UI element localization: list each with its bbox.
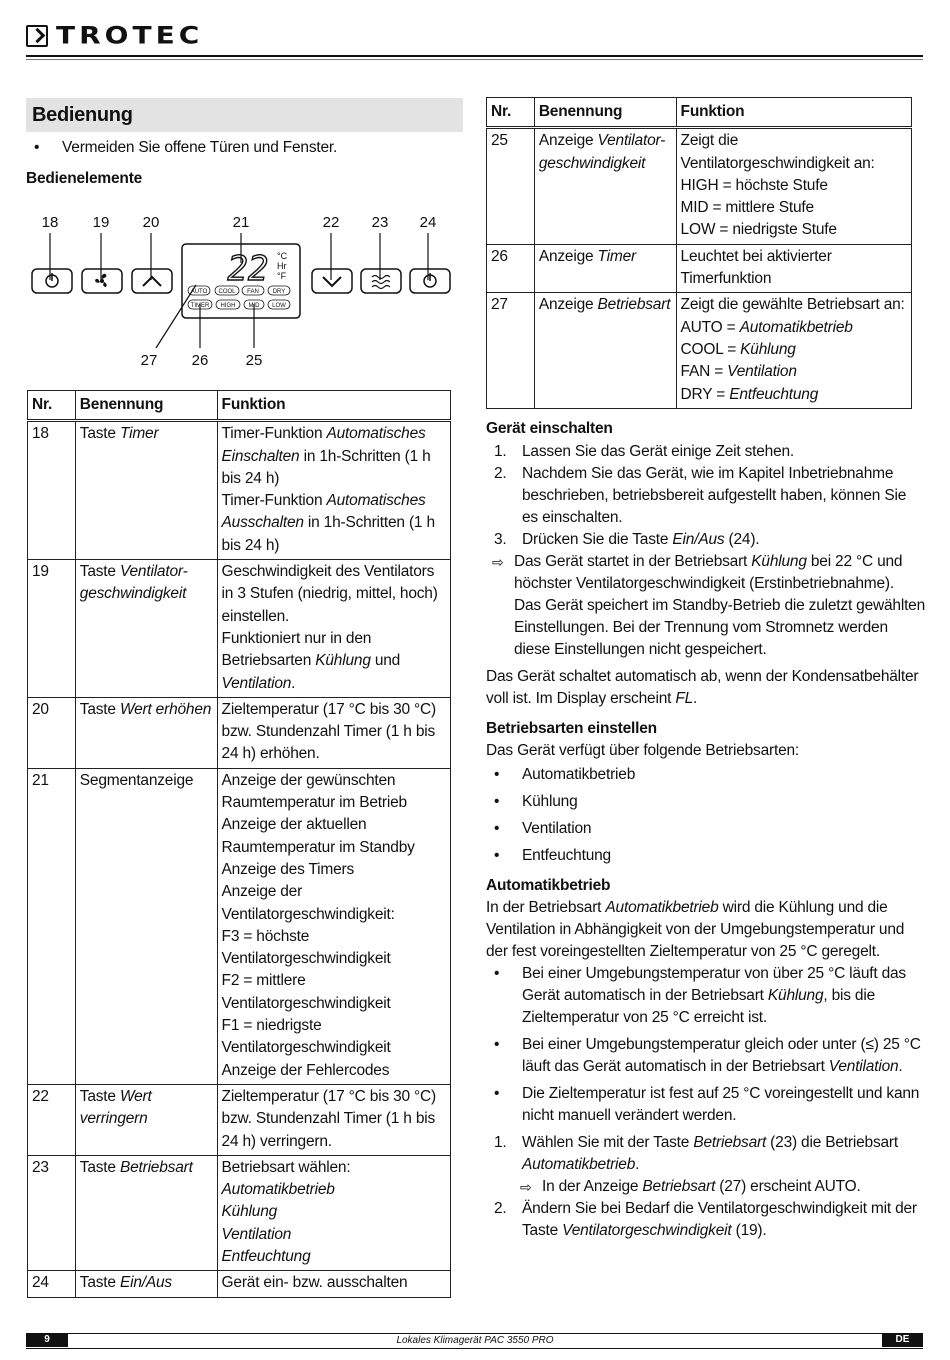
- list-item: 1. Wählen Sie mit der Taste Betriebsart (23) die Betriebsart Automatikbetrieb.: [494, 1134, 898, 1173]
- result-note: ⇨ Das Gerät startet in der Betriebsart Kühlung bei 22 °C und höchster Ventilatorgeschwindigkeit (Erstinbetriebnahme). Das Gerät speichert im Standby-Betrieb die zuletzt gewählten Einstellungen. Bei der Trennung vom Stromnetz werden diese Einstellungen nicht gespeichert.: [492, 553, 926, 658]
- header-nr: Nr.: [487, 98, 535, 128]
- unit-celsius: °C: [277, 251, 288, 261]
- mode-label-cool: COOL: [218, 289, 236, 295]
- controls-table: [27, 390, 451, 1298]
- brand-logo: [26, 22, 203, 50]
- controls-heading: Bedienelemente: [26, 170, 143, 187]
- logo-chevron-icon: [26, 25, 48, 47]
- callout-26: 26: [191, 352, 209, 369]
- table-header-row: [28, 391, 451, 421]
- header-nr: Nr.: [28, 391, 76, 421]
- control-panel-diagram: [26, 205, 456, 375]
- table-row: 25 Anzeige Ventilator-geschwindigkeit Zeigt die Ventilatorgeschwindigkeit an: HIGH = höchste Stufe MID = mittlere Stufe LOW = niedrigste Stufe: [487, 128, 912, 244]
- mode-label-dry: DRY: [272, 289, 286, 295]
- intro-bullet: • Vermeiden Sie offene Türen und Fenster.: [26, 137, 492, 159]
- brand-name: TROTEC: [56, 21, 204, 50]
- callout-27: 27: [140, 352, 158, 369]
- list-item: • Die Zieltemperatur ist fest auf 25 °C voreingestellt und kann nicht manuell verändert werden.: [486, 1083, 926, 1127]
- switch-on-heading: Gerät einschalten: [486, 420, 613, 437]
- auto-intro: In der Betriebsart Automatikbetrieb wird die Kühlung und die Ventilation in Abhängigkeit von der Umgebungstemperatur und der fest voreingestellten Zieltemperatur von 25 °C geregelt.: [486, 899, 905, 960]
- language-badge: DE: [882, 1333, 923, 1347]
- result-note: ⇨ In der Anzeige Betriebsart (27) erscheint AUTO.: [514, 1176, 926, 1198]
- mode-label-auto: AUTO: [190, 289, 208, 295]
- callout-24: 24: [419, 214, 437, 231]
- list-item: • Automatikbetrieb: [486, 764, 926, 786]
- footer-title: Lokales Klimagerät PAC 3550 PRO: [396, 1335, 554, 1346]
- section-title: Bedienung: [26, 98, 463, 132]
- list-item: • Entfeuchtung: [486, 845, 926, 867]
- right-column-text: [486, 418, 926, 1242]
- result-arrow-icon: ⇨: [492, 554, 504, 570]
- table-row: 24 Taste Ein/Aus Gerät ein- bzw. ausschalten: [28, 1271, 451, 1297]
- list-item: 2. Ändern Sie bei Bedarf die Ventilatorgeschwindigkeit mit der Taste Ventilatorgeschwindigkeit (19).: [494, 1200, 917, 1239]
- callout-18: 18: [41, 214, 59, 231]
- table-row: 23 Taste Betriebsart Betriebsart wählen: Automatikbetrieb Kühlung Ventilation Entfeuchtung: [28, 1155, 451, 1270]
- header-name: Benennung: [534, 98, 676, 128]
- speed-label-mid: MID: [248, 303, 260, 309]
- speed-label-low: LOW: [272, 303, 286, 309]
- speed-label-timer: TIMER: [190, 303, 210, 309]
- header-rule: [26, 55, 923, 57]
- modes-intro: Das Gerät verfügt über folgende Betriebsarten:: [486, 742, 800, 759]
- list-item: • Bei einer Umgebungstemperatur gleich oder unter (≤) 25 °C läuft das Gerät automatisch in der Betriebsart Ventilation.: [486, 1034, 926, 1078]
- callout-19: 19: [92, 214, 110, 231]
- table-row: 20 Taste Wert erhöhen Zieltemperatur (17 °C bis 30 °C) bzw. Stundenzahl Timer (1 h bis 24 h) erhöhen.: [28, 697, 451, 768]
- list-item: • Ventilation: [486, 818, 926, 840]
- callout-20: 20: [142, 214, 160, 231]
- unit-hour: Hr: [277, 261, 287, 271]
- list-item: • Kühlung: [486, 791, 926, 813]
- full-tank-note: Das Gerät schaltet automatisch ab, wenn der Kondensatbehälter voll ist. Im Display erscheint FL.: [486, 668, 919, 707]
- table-row: 27 Anzeige Betriebsart Zeigt die gewählte Betriebsart an: AUTO = Automatikbetrieb COOL = Kühlung FAN = Ventilation DRY = Entfeuchtung: [487, 293, 912, 408]
- mode-label-fan: FAN: [247, 289, 259, 295]
- table-row: 18 Taste Timer Timer-Funktion Automatisches Einschalten in 1h-Schritten (1 h bis 24 h) Timer-Funktion Automatisches Ausschalten in 1h-Schritten (1 h bis 24 h): [28, 421, 451, 560]
- modes-heading: Betriebsarten einstellen: [486, 720, 657, 737]
- mode-button[interactable]: [361, 269, 401, 293]
- speed-label-high: HIGH: [220, 303, 236, 309]
- list-item: 3. Drücken Sie die Taste Ein/Aus (24).: [494, 531, 760, 548]
- table-row: 26 Anzeige Timer Leuchtet bei aktivierter Timerfunktion: [487, 244, 912, 293]
- callout-23: 23: [371, 214, 389, 231]
- table-row: 22 Taste Wert verringern Zieltemperatur (17 °C bis 30 °C) bzw. Stundenzahl Timer (1 h bis 24 h) verringern.: [28, 1084, 451, 1155]
- header-name: Benennung: [75, 391, 217, 421]
- table-row: 19 Taste Ventilator-geschwindigkeit Geschwindigkeit des Ventilators in 3 Stufen (niedrig, mittel, hoch) einstellen. Funktioniert nur in den Betriebsarten Kühlung und Ventilation.: [28, 560, 451, 698]
- auto-heading: Automatikbetrieb: [486, 877, 611, 894]
- callout-22: 22: [322, 214, 340, 231]
- list-item: • Bei einer Umgebungstemperatur von über 25 °C läuft das Gerät automatisch in der Betriebsart Kühlung, bis die Zieltemperatur von 25 °C erreicht ist.: [486, 963, 926, 1029]
- callout-25: 25: [245, 352, 263, 369]
- list-item: 1. Lassen Sie das Gerät einige Zeit stehen.: [494, 443, 795, 460]
- display-table: [486, 97, 912, 409]
- increase-button[interactable]: [132, 269, 172, 293]
- table-header-row: [487, 98, 912, 128]
- header-rule-thin: [26, 59, 923, 60]
- header-function: Funktion: [217, 391, 450, 421]
- unit-fahrenheit: °F: [277, 271, 287, 281]
- display-digits: 22: [227, 249, 269, 289]
- result-arrow-icon: ⇨: [520, 1179, 532, 1195]
- table-row: 21 Segmentanzeige Anzeige der gewünschten Raumtemperatur im Betrieb Anzeige der aktuellen Raumtemperatur im Standby Anzeige des Timers Anzeige der Ventilatorgeschwindigkeit: F3 = höchste Ventilatorgeschwindigkeit F2 = mittlere Ventilatorgeschwindigkeit F1 = niedrigste Ventilatorgeschwindigkeit Anzeige der Fehlercodes: [28, 768, 451, 1084]
- page-number: 9: [26, 1333, 68, 1347]
- header-function: Funktion: [676, 98, 911, 128]
- decrease-button[interactable]: [312, 269, 352, 293]
- callout-21: 21: [232, 214, 250, 231]
- list-item: 2. Nachdem Sie das Gerät, wie im Kapitel Inbetriebnahme beschrieben, betriebsbereit aufgestellt haben, können Sie es einschalten.: [494, 465, 907, 526]
